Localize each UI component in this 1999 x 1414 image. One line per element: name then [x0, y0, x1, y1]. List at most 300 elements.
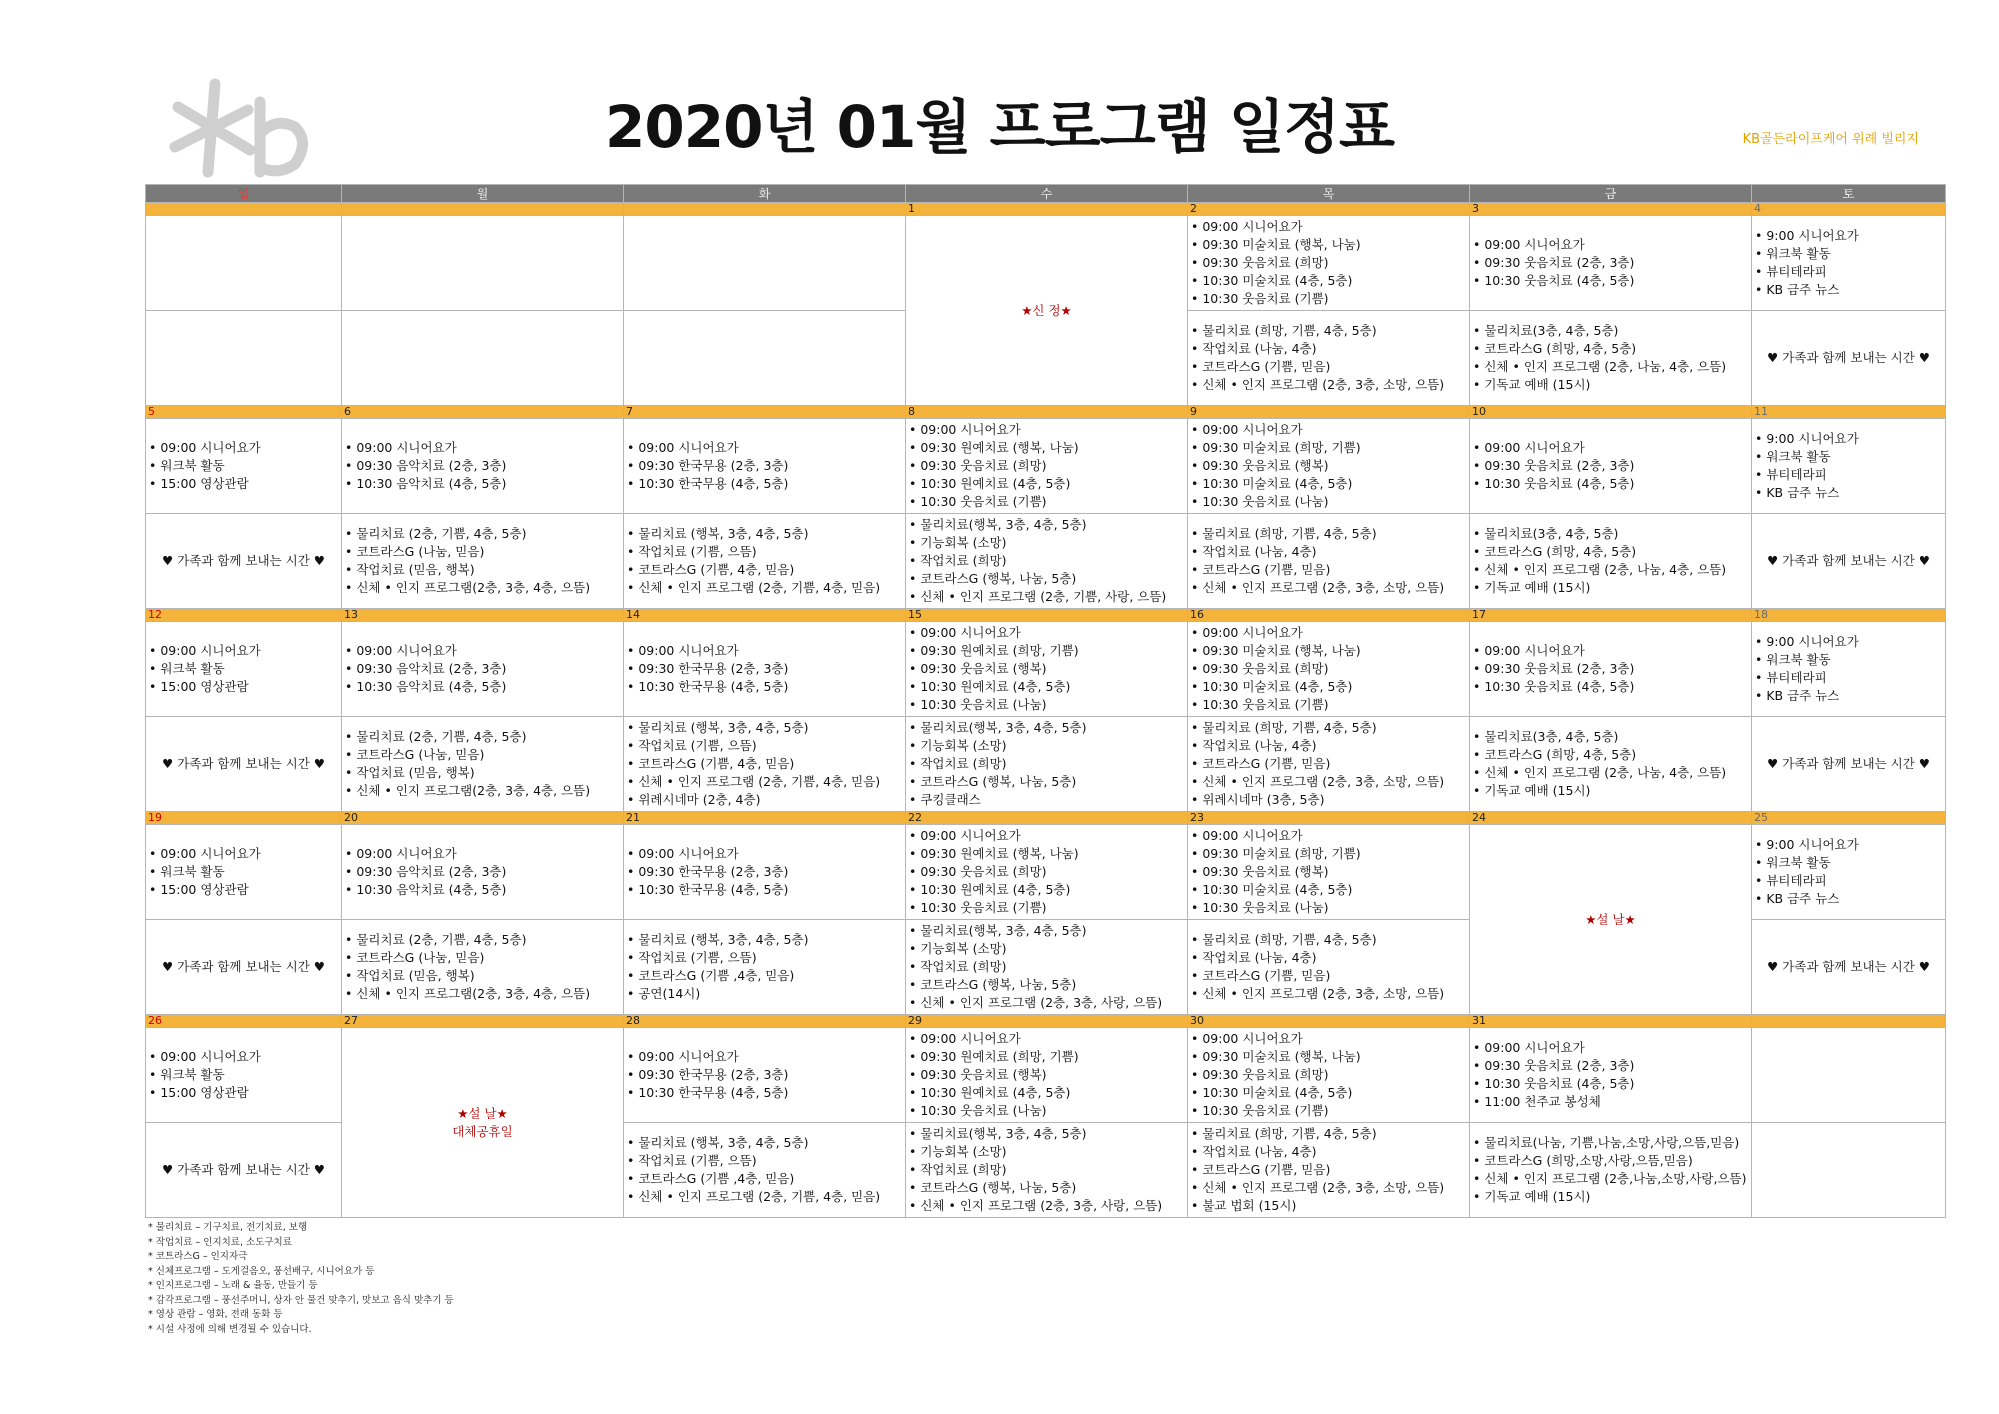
program-list: [345, 642, 623, 696]
program-item: • KB 금주 뉴스: [1755, 687, 1945, 705]
program-list: [149, 845, 341, 899]
program-list: [909, 1030, 1187, 1120]
morning-schedule-cell: [1752, 1028, 1946, 1123]
program-list: [909, 624, 1187, 714]
morning-schedule-cell: [1188, 825, 1470, 920]
program-item: • 09:30 웃음치료 (2층, 3층): [1473, 457, 1751, 475]
program-list: [1473, 236, 1751, 290]
date-number: 14: [624, 609, 906, 622]
program-item: • 위례시네마 (3층, 5층): [1191, 791, 1469, 809]
program-item: • 신체 • 인지 프로그램 (2층, 기쁨, 사랑, 으뜸): [909, 588, 1187, 606]
program-item: • 09:30 웃음치료 (희망): [909, 457, 1187, 475]
program-item: • 작업치료 (나눔, 4층): [1191, 1143, 1469, 1161]
program-list: [909, 516, 1187, 606]
program-list: [149, 439, 341, 493]
afternoon-schedule-cell: [624, 717, 906, 812]
program-item: • 09:30 한국무용 (2층, 3층): [627, 863, 905, 881]
holiday-cell: [906, 216, 1188, 406]
program-list: [1191, 218, 1469, 308]
calendar-table: [145, 184, 1946, 1218]
afternoon-schedule-cell: [906, 514, 1188, 609]
afternoon-schedule-cell: [624, 920, 906, 1015]
holiday-cell: [342, 1028, 624, 1218]
program-item: • 신체 • 인지 프로그램 (2층, 기쁨, 4층, 믿음): [627, 579, 905, 597]
afternoon-schedule-cell: ♥ 가족과 함께 보내는 시간 ♥: [146, 1123, 342, 1218]
program-list: [1191, 827, 1469, 917]
date-number: 12: [146, 609, 342, 622]
program-item: • 코트라스G (행복, 나눔, 5층): [909, 1179, 1187, 1197]
program-item: • 뷰티테라피: [1755, 466, 1945, 484]
program-item: • 10:30 웃음치료 (4층, 5층): [1473, 475, 1751, 493]
morning-schedule-cell: [342, 622, 624, 717]
program-item: • 기독교 예배 (15시): [1473, 579, 1751, 597]
program-item: • 09:00 시니어요가: [1191, 218, 1469, 236]
program-item: • 09:30 웃음치료 (2층, 3층): [1473, 254, 1751, 272]
date-number: 25: [1752, 812, 1946, 825]
program-item: • 09:30 한국무용 (2층, 3층): [627, 1066, 905, 1084]
program-item: • 물리치료(행복, 3층, 4층, 5층): [909, 516, 1187, 534]
program-item: • 코트라스G (기쁨 ,4층, 믿음): [627, 967, 905, 985]
date-number: 11: [1752, 406, 1946, 419]
date-number: 6: [342, 406, 624, 419]
morning-schedule-cell: [1752, 622, 1946, 717]
date-number: 9: [1188, 406, 1470, 419]
program-item: • 물리치료(나눔, 기쁨,나눔,소망,사랑,으뜸,믿음): [1473, 1134, 1751, 1152]
afternoon-schedule-cell: [1188, 311, 1470, 406]
morning-schedule-cell: [624, 419, 906, 514]
program-item: • 코트라스G (기쁨, 믿음): [1191, 967, 1469, 985]
date-number: [146, 203, 342, 216]
program-item: • 코트라스G (나눔, 믿음): [345, 543, 623, 561]
holiday-sublabel: 대체공휴일: [452, 1123, 513, 1139]
afternoon-schedule-cell: [1470, 1123, 1752, 1218]
morning-schedule-cell: [906, 1028, 1188, 1123]
date-number: 2: [1188, 203, 1470, 216]
program-item: • 코트라스G (희망, 4층, 5층): [1473, 746, 1751, 764]
program-item: • 10:30 한국무용 (4층, 5층): [627, 678, 905, 696]
program-item: • 코트라스G (기쁨, 믿음): [1191, 1161, 1469, 1179]
program-item: • 신체 • 인지 프로그램 (2층, 3층, 소망, 으뜸): [1191, 1179, 1469, 1197]
program-list: [627, 439, 905, 493]
date-number: 4: [1752, 203, 1946, 216]
program-item: • 11:00 천주교 봉성체: [1473, 1093, 1751, 1111]
program-item: • 15:00 영상관람: [149, 881, 341, 899]
program-item: • 10:30 음악치료 (4층, 5층): [345, 881, 623, 899]
program-list: [1755, 227, 1945, 299]
date-number: 21: [624, 812, 906, 825]
date-number: 27: [342, 1015, 624, 1028]
program-list: [345, 525, 623, 597]
program-item: • 09:30 웃음치료 (2층, 3층): [1473, 660, 1751, 678]
footnote-line: * 시설 사정에 의해 변경될 수 있습니다.: [148, 1323, 312, 1335]
program-item: • 물리치료 (희망, 기쁨, 4층, 5층): [1191, 931, 1469, 949]
program-item: • 09:30 음악치료 (2층, 3층): [345, 660, 623, 678]
morning-schedule-cell: [1470, 1028, 1752, 1123]
morning-schedule-cell: [1752, 419, 1946, 514]
program-item: • 코트라스G (행복, 나눔, 5층): [909, 773, 1187, 791]
morning-schedule-cell: [1470, 622, 1752, 717]
program-item: • 09:00 시니어요가: [345, 642, 623, 660]
afternoon-schedule-cell: [624, 1123, 906, 1218]
date-number: [1752, 1015, 1946, 1028]
morning-schedule-cell: [146, 825, 342, 920]
program-list: [1755, 633, 1945, 705]
program-list: [1473, 1134, 1751, 1206]
date-number: 31: [1470, 1015, 1752, 1028]
morning-schedule-cell: [146, 1028, 342, 1123]
program-item: • 10:30 원예치료 (4층, 5층): [909, 678, 1187, 696]
program-item: • 코트라스G (희망, 4층, 5층): [1473, 543, 1751, 561]
program-item: • 기능회복 (소망): [909, 1143, 1187, 1161]
afternoon-schedule-cell: [342, 920, 624, 1015]
weekday-header: 목: [1188, 185, 1470, 203]
date-number: 5: [146, 406, 342, 419]
morning-schedule-cell: [1188, 1028, 1470, 1123]
program-item: • 워크북 활동: [1755, 448, 1945, 466]
program-item: • 09:00 시니어요가: [345, 845, 623, 863]
program-item: • 09:00 시니어요가: [627, 439, 905, 457]
program-item: • 신체 • 인지 프로그램 (2층,나눔,소망,사랑,으뜸): [1473, 1170, 1751, 1188]
morning-schedule-cell: [342, 825, 624, 920]
program-list: [627, 642, 905, 696]
weekday-header: 토: [1752, 185, 1946, 203]
program-item: • 물리치료(3층, 4층, 5층): [1473, 728, 1751, 746]
program-item: • 신체 • 인지 프로그램 (2층, 나눔, 4층, 으뜸): [1473, 358, 1751, 376]
program-item: • 10:30 원예치료 (4층, 5층): [909, 881, 1187, 899]
program-list: [345, 931, 623, 1003]
afternoon-schedule-cell: ♥ 가족과 함께 보내는 시간 ♥: [1752, 311, 1946, 406]
program-item: • 물리치료 (희망, 기쁨, 4층, 5층): [1191, 525, 1469, 543]
morning-schedule-cell: [624, 1028, 906, 1123]
program-item: • 10:30 웃음치료 (나눔): [909, 1102, 1187, 1120]
morning-schedule-cell: [342, 216, 624, 311]
date-number: 26: [146, 1015, 342, 1028]
program-item: • 09:30 원예치료 (희망, 기쁨): [909, 1048, 1187, 1066]
program-item: • 09:00 시니어요가: [1473, 439, 1751, 457]
program-item: • 10:30 한국무용 (4층, 5층): [627, 1084, 905, 1102]
program-item: • 10:30 미술치료 (4층, 5층): [1191, 678, 1469, 696]
date-number: 13: [342, 609, 624, 622]
afternoon-schedule-cell: [1752, 1123, 1946, 1218]
program-item: • 10:30 웃음치료 (기쁨): [1191, 696, 1469, 714]
date-number: 28: [624, 1015, 906, 1028]
program-item: • KB 금주 뉴스: [1755, 484, 1945, 502]
program-item: • 09:00 시니어요가: [345, 439, 623, 457]
program-item: • 워크북 활동: [149, 660, 341, 678]
program-item: • 신체 • 인지 프로그램 (2층, 3층, 사랑, 으뜸): [909, 1197, 1187, 1215]
program-list: [627, 845, 905, 899]
facility-name: KB골든라이프케어 위례 빌리지: [1742, 132, 1919, 147]
program-item: • 신체 • 인지 프로그램 (2층, 기쁨, 4층, 믿음): [627, 1188, 905, 1206]
program-list: [909, 1125, 1187, 1215]
program-item: • 신체 • 인지 프로그램(2층, 3층, 4층, 으뜸): [345, 579, 623, 597]
program-list: [149, 642, 341, 696]
program-item: • 10:30 웃음치료 (4층, 5층): [1473, 1075, 1751, 1093]
program-item: • 09:00 시니어요가: [149, 642, 341, 660]
holiday-label: ★설 날★: [457, 1105, 508, 1121]
program-item: • 10:30 웃음치료 (나눔): [909, 696, 1187, 714]
program-item: • 코트라스G (기쁨 ,4층, 믿음): [627, 1170, 905, 1188]
program-list: [1191, 1125, 1469, 1215]
program-list: [1473, 439, 1751, 493]
program-item: • 신체 • 인지 프로그램 (2층, 3층, 소망, 으뜸): [1191, 985, 1469, 1003]
weekday-header: 화: [624, 185, 906, 203]
program-item: • 09:30 웃음치료 (행복): [1191, 863, 1469, 881]
program-item: • 코트라스G (기쁨, 믿음): [1191, 755, 1469, 773]
program-item: • 작업치료 (나눔, 4층): [1191, 949, 1469, 967]
program-item: • 작업치료 (믿음, 행복): [345, 967, 623, 985]
program-item: • 신체 • 인지 프로그램 (2층, 기쁨, 4층, 믿음): [627, 773, 905, 791]
afternoon-schedule-cell: [1188, 920, 1470, 1015]
program-item: • 뷰티테라피: [1755, 669, 1945, 687]
program-list: [1191, 624, 1469, 714]
program-item: • 10:30 웃음치료 (기쁨): [909, 899, 1187, 917]
program-item: • KB 금주 뉴스: [1755, 890, 1945, 908]
program-list: [627, 1048, 905, 1102]
program-list: [627, 1134, 905, 1206]
program-list: [345, 728, 623, 800]
afternoon-schedule-cell: ♥ 가족과 함께 보내는 시간 ♥: [1752, 717, 1946, 812]
program-list: [909, 827, 1187, 917]
holiday-label: ★설 날★: [1585, 911, 1636, 927]
program-list: [1473, 728, 1751, 800]
program-item: • 09:30 원예치료 (희망, 기쁨): [909, 642, 1187, 660]
date-number: 8: [906, 406, 1188, 419]
date-number: 15: [906, 609, 1188, 622]
program-item: • 09:30 웃음치료 (희망): [1191, 254, 1469, 272]
program-item: • 작업치료 (기쁨, 으뜸): [627, 543, 905, 561]
footnotes: [148, 1221, 454, 1337]
program-item: • 15:00 영상관람: [149, 475, 341, 493]
program-item: • 10:30 웃음치료 (기쁨): [1191, 1102, 1469, 1120]
program-item: • 10:30 웃음치료 (4층, 5층): [1473, 678, 1751, 696]
morning-schedule-cell: [1470, 419, 1752, 514]
program-item: • 09:30 미술치료 (희망, 기쁨): [1191, 845, 1469, 863]
date-number: 16: [1188, 609, 1470, 622]
program-item: • 09:00 시니어요가: [909, 827, 1187, 845]
footnote-line: * 감각프로그램 – 풍선주머니, 상자 안 물건 맞추기, 맛보고 음식 맞추기 등: [148, 1294, 454, 1306]
program-item: • 09:00 시니어요가: [627, 1048, 905, 1066]
program-list: [149, 1048, 341, 1102]
program-item: • 09:00 시니어요가: [149, 845, 341, 863]
program-item: • 물리치료 (희망, 기쁨, 4층, 5층): [1191, 719, 1469, 737]
program-item: • 신체 • 인지 프로그램 (2층, 나눔, 4층, 으뜸): [1473, 764, 1751, 782]
program-item: • 기능회복 (소망): [909, 940, 1187, 958]
program-list: [1755, 836, 1945, 908]
date-number: 3: [1470, 203, 1752, 216]
afternoon-schedule-cell: ♥ 가족과 함께 보내는 시간 ♥: [1752, 920, 1946, 1015]
program-item: • 09:00 시니어요가: [909, 624, 1187, 642]
program-item: • 코트라스G (나눔, 믿음): [345, 949, 623, 967]
program-item: • 10:30 웃음치료 (기쁨): [909, 493, 1187, 511]
program-list: [909, 922, 1187, 1012]
program-item: • KB 금주 뉴스: [1755, 281, 1945, 299]
program-item: • 신체 • 인지 프로그램 (2층, 3층, 소망, 으뜸): [1191, 773, 1469, 791]
footnote-line: * 물리치료 – 기구치료, 전기치료, 보행: [148, 1222, 308, 1233]
afternoon-schedule-cell: [624, 311, 906, 406]
date-number: 24: [1470, 812, 1752, 825]
program-item: • 10:30 음악치료 (4층, 5층): [345, 678, 623, 696]
program-item: • 물리치료(행복, 3층, 4층, 5층): [909, 922, 1187, 940]
date-number: 7: [624, 406, 906, 419]
program-item: • 물리치료(3층, 4층, 5층): [1473, 525, 1751, 543]
program-item: • 09:30 웃음치료 (행복): [1191, 457, 1469, 475]
morning-schedule-cell: [1188, 622, 1470, 717]
page-title: 2020년 01월 프로그램 일정표: [605, 93, 1394, 161]
program-item: • 09:00 시니어요가: [1191, 827, 1469, 845]
program-item: • 기능회복 (소망): [909, 534, 1187, 552]
weekday-header: 일: [146, 185, 342, 203]
morning-schedule-cell: [1752, 825, 1946, 920]
program-list: [1473, 525, 1751, 597]
program-item: • 물리치료 (희망, 기쁨, 4층, 5층): [1191, 322, 1469, 340]
program-item: • 09:00 시니어요가: [627, 845, 905, 863]
program-item: • 작업치료 (희망): [909, 552, 1187, 570]
program-item: • 코트라스G (기쁨, 4층, 믿음): [627, 755, 905, 773]
program-list: [1473, 322, 1751, 394]
program-item: • 09:30 미술치료 (행복, 나눔): [1191, 642, 1469, 660]
program-item: • 신체 • 인지 프로그램 (2층, 나눔, 4층, 으뜸): [1473, 561, 1751, 579]
program-list: [627, 719, 905, 809]
program-item: • 물리치료(행복, 3층, 4층, 5층): [909, 719, 1187, 737]
program-item: • 09:30 미술치료 (행복, 나눔): [1191, 1048, 1469, 1066]
program-list: [1191, 421, 1469, 511]
morning-schedule-cell: [624, 622, 906, 717]
date-number: 23: [1188, 812, 1470, 825]
morning-schedule-cell: [906, 622, 1188, 717]
holiday-label: ★신 정★: [1021, 302, 1072, 318]
morning-schedule-cell: [906, 825, 1188, 920]
program-item: • 작업치료 (믿음, 행복): [345, 561, 623, 579]
program-item: • 워크북 활동: [149, 863, 341, 881]
program-list: [909, 421, 1187, 511]
morning-schedule-cell: [1752, 216, 1946, 311]
date-number: 22: [906, 812, 1188, 825]
footnote-line: * 코트라스G – 인지자극: [148, 1251, 248, 1262]
afternoon-schedule-cell: ♥ 가족과 함께 보내는 시간 ♥: [146, 920, 342, 1015]
program-item: • 코트라스G (희망, 4층, 5층): [1473, 340, 1751, 358]
afternoon-schedule-cell: [1188, 717, 1470, 812]
date-number: 30: [1188, 1015, 1470, 1028]
date-number: 19: [146, 812, 342, 825]
program-item: • 10:30 음악치료 (4층, 5층): [345, 475, 623, 493]
program-item: • 워크북 활동: [149, 457, 341, 475]
afternoon-schedule-cell: ♥ 가족과 함께 보내는 시간 ♥: [146, 717, 342, 812]
program-item: • 작업치료 (믿음, 행복): [345, 764, 623, 782]
footnote-line: * 인지프로그램 – 노래 & 율동, 만들기 등: [148, 1280, 318, 1291]
morning-schedule-cell: [146, 622, 342, 717]
date-number: 17: [1470, 609, 1752, 622]
program-item: • 공연(14시): [627, 985, 905, 1003]
program-item: • 워크북 활동: [1755, 854, 1945, 872]
program-item: • 코트라스G (기쁨, 믿음): [1191, 358, 1469, 376]
program-item: • 09:00 시니어요가: [909, 421, 1187, 439]
program-item: • 09:00 시니어요가: [1473, 236, 1751, 254]
program-item: • 뷰티테라피: [1755, 872, 1945, 890]
program-list: [627, 931, 905, 1003]
program-item: • 09:00 시니어요가: [1191, 1030, 1469, 1048]
program-item: • 09:00 시니어요가: [1473, 1039, 1751, 1057]
afternoon-schedule-cell: [342, 717, 624, 812]
program-list: [1191, 719, 1469, 809]
program-item: • 워크북 활동: [149, 1066, 341, 1084]
date-number: 29: [906, 1015, 1188, 1028]
program-item: • 10:30 웃음치료 (4층, 5층): [1473, 272, 1751, 290]
program-item: • 물리치료(3층, 4층, 5층): [1473, 322, 1751, 340]
program-item: • 09:00 시니어요가: [149, 1048, 341, 1066]
morning-schedule-cell: [146, 419, 342, 514]
program-item: • 불교 법회 (15시): [1191, 1197, 1469, 1215]
morning-schedule-cell: [1188, 216, 1470, 311]
program-item: • 09:30 한국무용 (2층, 3층): [627, 660, 905, 678]
program-item: • 09:00 시니어요가: [909, 1030, 1187, 1048]
program-item: • 09:30 웃음치료 (희망): [1191, 660, 1469, 678]
program-list: [1191, 322, 1469, 394]
program-item: • 9:00 시니어요가: [1755, 836, 1945, 854]
program-list: [345, 845, 623, 899]
program-list: [1191, 931, 1469, 1003]
program-item: • 코트라스G (행복, 나눔, 5층): [909, 976, 1187, 994]
program-item: • 작업치료 (희망): [909, 1161, 1187, 1179]
afternoon-schedule-cell: [1470, 717, 1752, 812]
program-item: • 작업치료 (기쁨, 으뜸): [627, 1152, 905, 1170]
date-number: 10: [1470, 406, 1752, 419]
program-item: • 10:30 한국무용 (4층, 5층): [627, 881, 905, 899]
program-item: • 신체 • 인지 프로그램 (2층, 3층, 사랑, 으뜸): [909, 994, 1187, 1012]
program-item: • 작업치료 (희망): [909, 755, 1187, 773]
morning-schedule-cell: [624, 825, 906, 920]
program-item: • 10:30 웃음치료 (나눔): [1191, 493, 1469, 511]
program-item: • 작업치료 (나눔, 4층): [1191, 543, 1469, 561]
program-item: • 기독교 예배 (15시): [1473, 376, 1751, 394]
program-item: • 09:30 웃음치료 (희망): [909, 863, 1187, 881]
afternoon-schedule-cell: ♥ 가족과 함께 보내는 시간 ♥: [146, 514, 342, 609]
morning-schedule-cell: [906, 419, 1188, 514]
program-item: • 9:00 시니어요가: [1755, 227, 1945, 245]
program-item: • 기능회복 (소망): [909, 737, 1187, 755]
afternoon-schedule-cell: [1188, 514, 1470, 609]
afternoon-schedule-cell: [906, 920, 1188, 1015]
afternoon-schedule-cell: [906, 1123, 1188, 1218]
footnote-line: * 신체프로그램 – 도게걸음오, 풍선배구, 시니어요가 등: [148, 1265, 375, 1277]
program-item: • 09:30 미술치료 (희망, 기쁨): [1191, 439, 1469, 457]
program-item: • 물리치료 (행복, 3층, 4층, 5층): [627, 719, 905, 737]
program-item: • 09:00 시니어요가: [627, 642, 905, 660]
program-item: • 09:30 음악치료 (2층, 3층): [345, 863, 623, 881]
program-item: • 15:00 영상관람: [149, 1084, 341, 1102]
date-number: 1: [906, 203, 1188, 216]
weekday-header: 수: [906, 185, 1188, 203]
program-list: [1473, 1039, 1751, 1111]
program-item: • 09:30 원예치료 (행복, 나눔): [909, 439, 1187, 457]
program-item: • 물리치료 (2층, 기쁨, 4층, 5층): [345, 931, 623, 949]
afternoon-schedule-cell: [1470, 311, 1752, 406]
program-item: • 물리치료 (희망, 기쁨, 4층, 5층): [1191, 1125, 1469, 1143]
program-item: • 09:30 음악치료 (2층, 3층): [345, 457, 623, 475]
footnote-line: * 영상 관람 – 영화, 전래 동화 등: [148, 1309, 283, 1320]
program-item: • 코트라스G (기쁨, 4층, 믿음): [627, 561, 905, 579]
program-item: • 신체 • 인지 프로그램 (2층, 3층, 소망, 으뜸): [1191, 579, 1469, 597]
program-list: [1191, 525, 1469, 597]
program-item: • 코트라스G (행복, 나눔, 5층): [909, 570, 1187, 588]
program-item: • 신체 • 인지 프로그램 (2층, 3층, 소망, 으뜸): [1191, 376, 1469, 394]
program-list: [1191, 1030, 1469, 1120]
program-item: • 작업치료 (기쁨, 으뜸): [627, 737, 905, 755]
program-item: • 물리치료 (2층, 기쁨, 4층, 5층): [345, 728, 623, 746]
date-number: [342, 203, 624, 216]
program-item: • 09:00 시니어요가: [149, 439, 341, 457]
program-item: • 물리치료(행복, 3층, 4층, 5층): [909, 1125, 1187, 1143]
